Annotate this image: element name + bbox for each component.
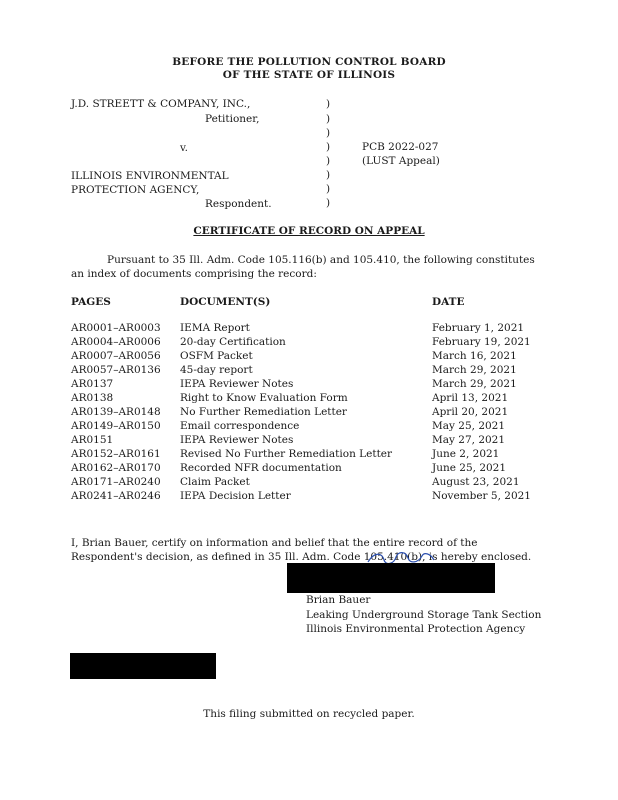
- row-document: No Further Remediation Letter: [180, 406, 347, 418]
- petitioner-name: J.D. STREETT & COMPANY, INC.,: [71, 98, 251, 110]
- caption-bracket: ): [326, 155, 331, 167]
- table-row: [0, 406, 618, 420]
- caption-bracket: ): [326, 141, 331, 153]
- caption-bracket: ): [326, 127, 331, 139]
- row-date: March 16, 2021: [432, 350, 517, 362]
- intro-paragraph: Pursuant to 35 Ill. Adm. Code 105.116(b) and 105.410, the following constitutes an index of documents comprising the record:: [71, 254, 535, 280]
- certification-paragraph: I, Brian Bauer, certify on information and belief that the entire record of the Respondent's decision, as defined in 35 Ill. Adm. Code 105.410(b), is hereby enclosed.: [71, 537, 532, 563]
- recycled-paper-footer: This filing submitted on recycled paper.: [203, 708, 415, 720]
- row-pages: AR0004–AR0006: [71, 336, 161, 348]
- row-pages: AR0139–AR0148: [71, 406, 161, 418]
- row-pages: AR0152–AR0161: [71, 448, 161, 460]
- row-date: November 5, 2021: [432, 490, 531, 502]
- row-date: June 25, 2021: [432, 462, 507, 474]
- table-row: [0, 420, 618, 434]
- signer-name: Brian Bauer: [306, 594, 371, 606]
- caption-bracket: ): [326, 113, 331, 125]
- row-pages: AR0138: [71, 392, 114, 404]
- table-row: [0, 392, 618, 406]
- signature-redaction: [287, 563, 495, 593]
- table-row: [0, 448, 618, 462]
- table-row: [0, 336, 618, 350]
- row-document: 45-day report: [180, 364, 253, 376]
- row-date: April 13, 2021: [432, 392, 509, 404]
- row-date: June 2, 2021: [432, 448, 500, 460]
- row-date: May 25, 2021: [432, 420, 506, 432]
- column-header-pages: PAGES: [71, 296, 111, 308]
- row-document: OSFM Packet: [180, 350, 253, 362]
- row-date: March 29, 2021: [432, 378, 517, 390]
- row-document: Revised No Further Remediation Letter: [180, 448, 393, 460]
- row-date: April 20, 2021: [432, 406, 509, 418]
- court-header-line1: BEFORE THE POLLUTION CONTROL BOARD: [172, 56, 446, 68]
- case-number: PCB 2022-027: [362, 141, 439, 153]
- table-row: [0, 462, 618, 476]
- table-row: [0, 434, 618, 448]
- row-document: Right to Know Evaluation Form: [180, 392, 348, 404]
- caption-bracket: ): [326, 169, 331, 181]
- row-document: 20-day Certification: [180, 336, 286, 348]
- court-header-line2: OF THE STATE OF ILLINOIS: [222, 69, 396, 81]
- table-row: [0, 322, 618, 336]
- row-pages: AR0149–AR0150: [71, 420, 161, 432]
- signer-agency: Illinois Environmental Protection Agency: [306, 623, 526, 635]
- table-row: [0, 476, 618, 490]
- row-pages: AR0001–AR0003: [71, 322, 161, 334]
- case-type: (LUST Appeal): [362, 155, 440, 167]
- signer-section: Leaking Underground Storage Tank Section: [306, 609, 542, 621]
- column-header-document: DOCUMENT(S): [180, 296, 271, 308]
- row-document: IEPA Decision Letter: [180, 490, 291, 502]
- row-pages: AR0057–AR0136: [71, 364, 161, 376]
- table-row: [0, 378, 618, 392]
- table-row: [0, 490, 618, 504]
- row-document: IEPA Reviewer Notes: [180, 434, 294, 446]
- row-document: IEMA Report: [180, 322, 250, 334]
- row-date: February 19, 2021: [432, 336, 531, 348]
- row-date: May 27, 2021: [432, 434, 506, 446]
- stamp-redaction: [70, 653, 216, 679]
- row-date: March 29, 2021: [432, 364, 517, 376]
- row-date: August 23, 2021: [432, 476, 520, 488]
- row-pages: AR0007–AR0056: [71, 350, 161, 362]
- respondent-name-line1: ILLINOIS ENVIRONMENTAL: [71, 170, 229, 182]
- caption-bracket: ): [326, 98, 331, 110]
- row-pages: AR0137: [71, 378, 114, 390]
- row-pages: AR0171–AR0240: [71, 476, 161, 488]
- certificate-title: CERTIFICATE OF RECORD ON APPEAL: [193, 225, 425, 237]
- table-row: [0, 364, 618, 378]
- respondent-name-line2: PROTECTION AGENCY,: [71, 184, 200, 196]
- row-document: Claim Packet: [180, 476, 250, 488]
- petitioner-role: Petitioner,: [205, 113, 260, 125]
- versus-label: v.: [180, 142, 189, 154]
- table-row: [0, 350, 618, 364]
- row-pages: AR0151: [71, 434, 114, 446]
- row-document: Recorded NFR documentation: [180, 462, 342, 474]
- row-date: February 1, 2021: [432, 322, 525, 334]
- row-pages: AR0241–AR0246: [71, 490, 161, 502]
- column-header-date: DATE: [432, 296, 465, 308]
- row-document: IEPA Reviewer Notes: [180, 378, 294, 390]
- respondent-role: Respondent.: [205, 198, 272, 210]
- caption-bracket: ): [326, 197, 331, 209]
- row-pages: AR0162–AR0170: [71, 462, 161, 474]
- caption-bracket: ): [326, 183, 331, 195]
- row-document: Email correspondence: [180, 420, 300, 432]
